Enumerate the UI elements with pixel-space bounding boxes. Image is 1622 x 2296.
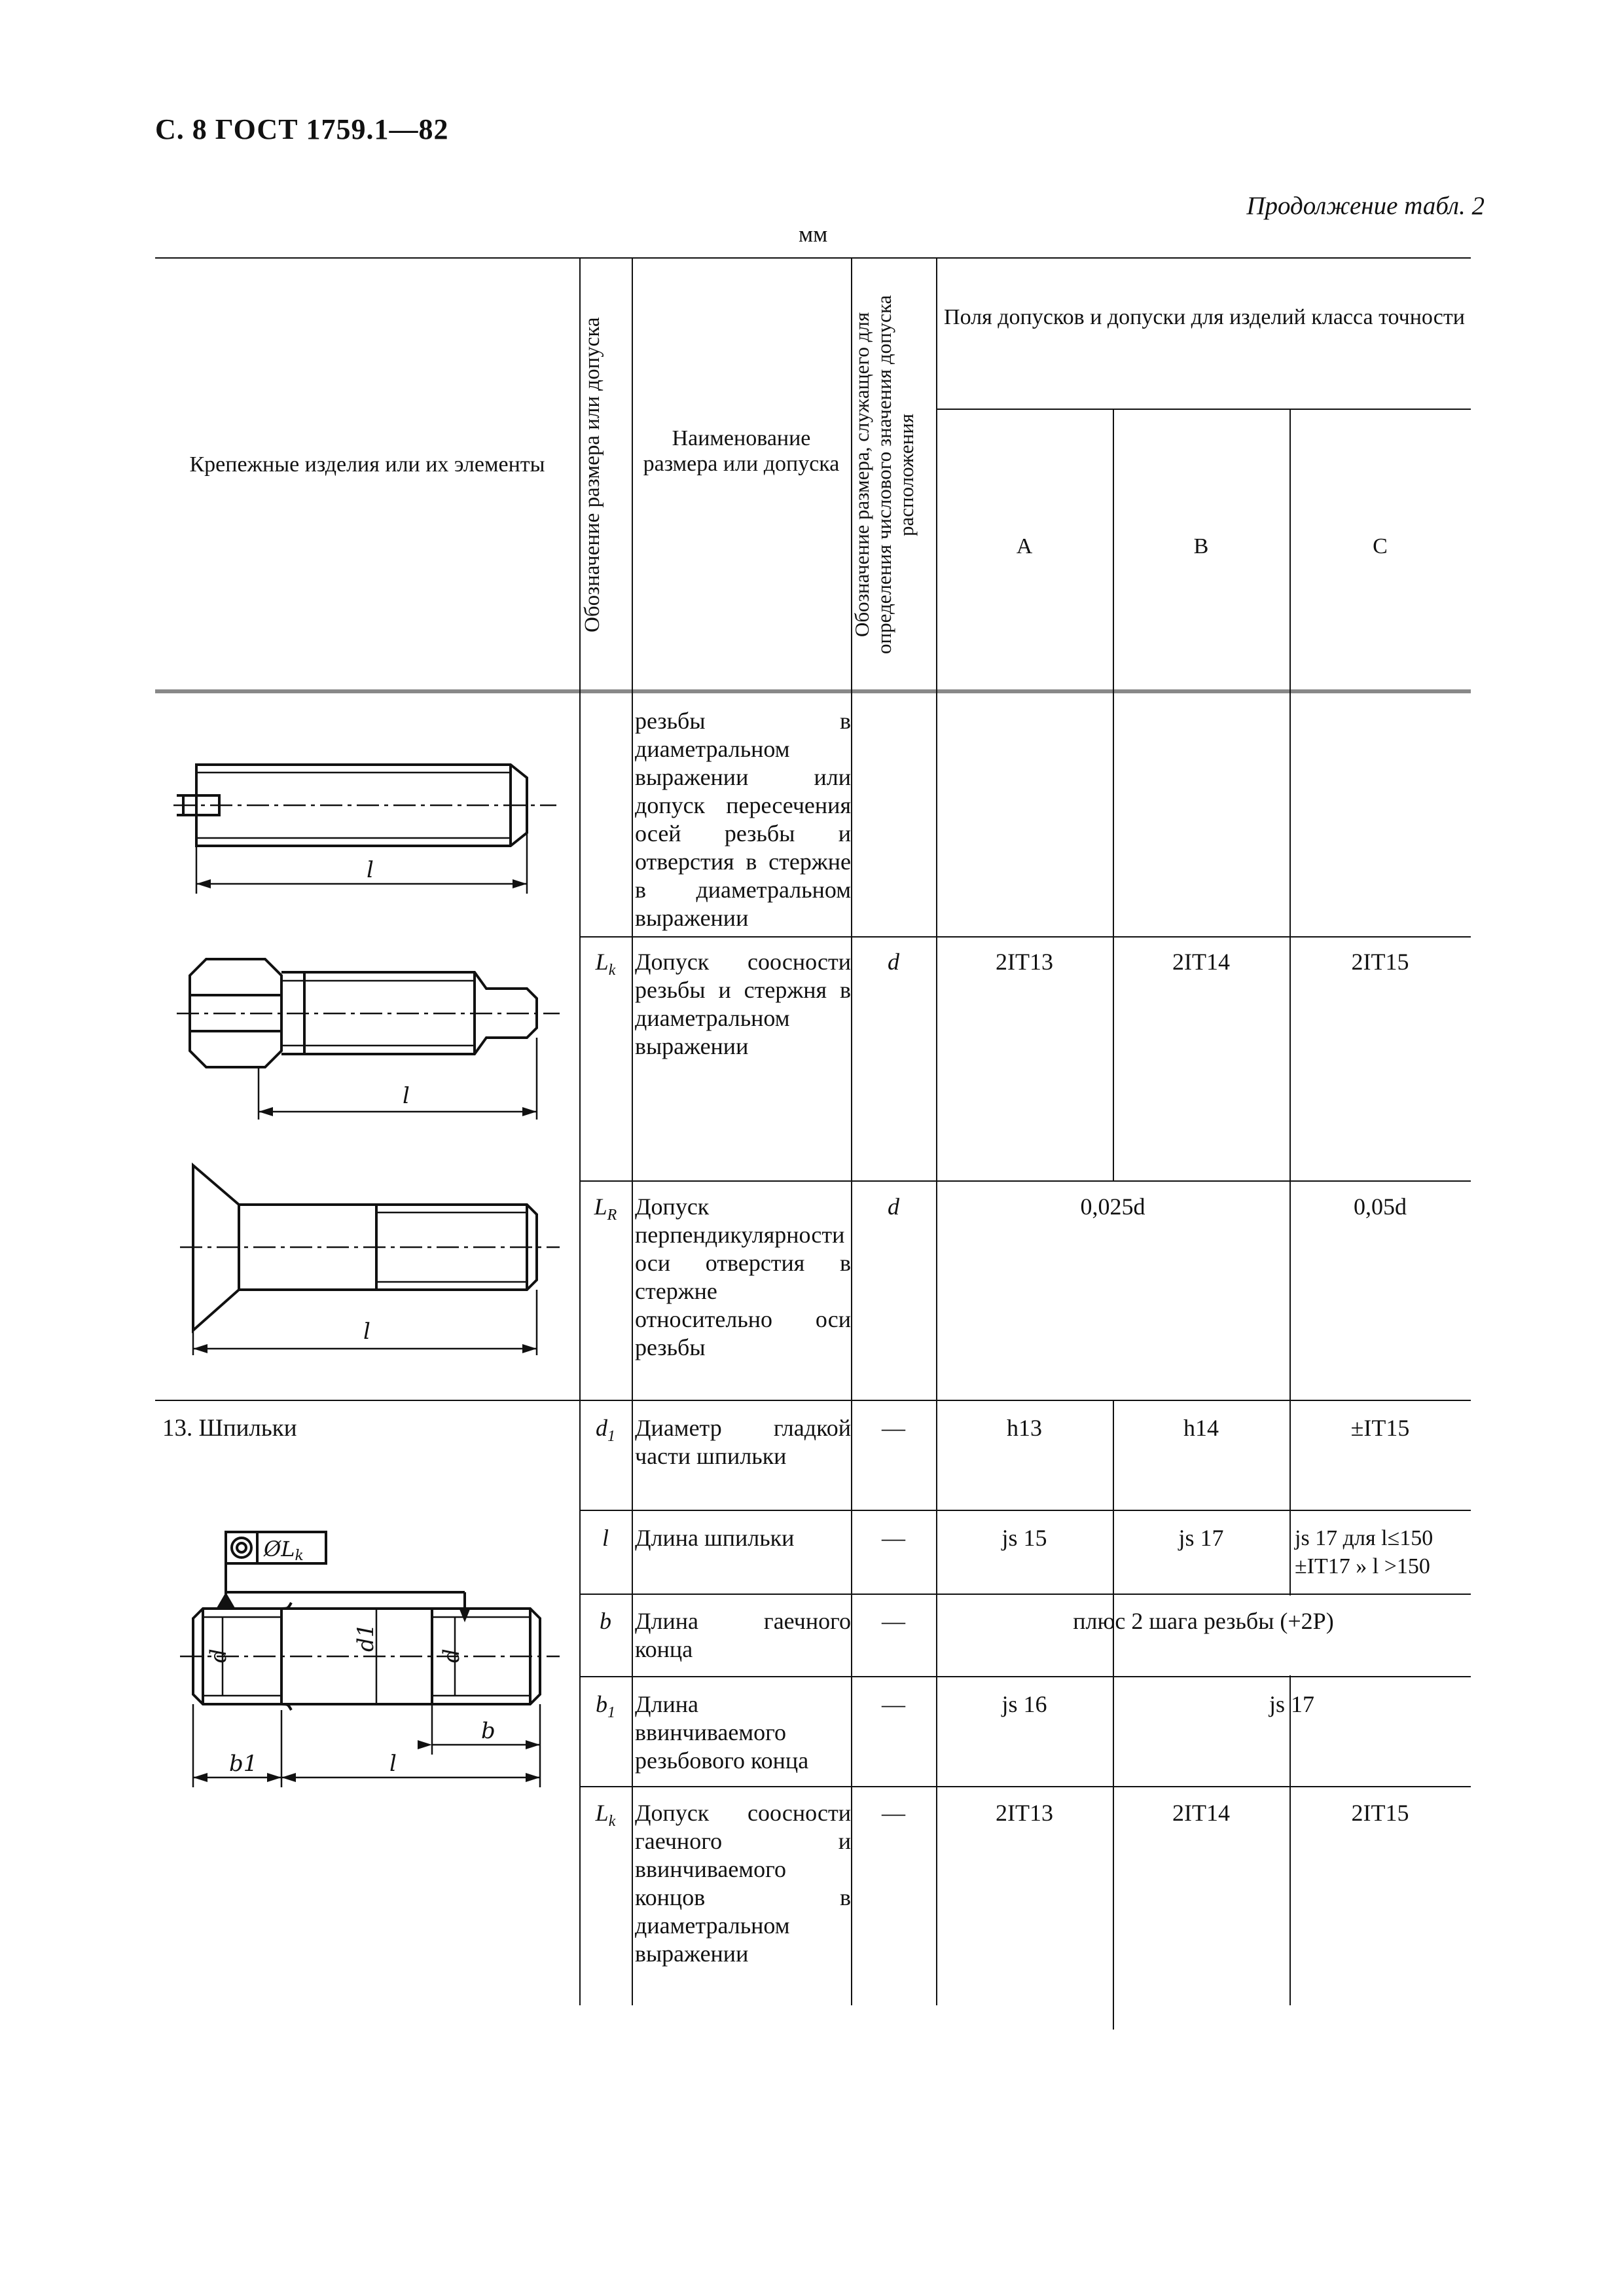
- row-base: —: [882, 1691, 905, 1717]
- dimension-label: d1: [353, 1623, 379, 1652]
- row-class-ab: 0,025d: [1080, 1194, 1145, 1220]
- row-symbol: l: [602, 1525, 609, 1551]
- dimension-label: l: [363, 1319, 370, 1345]
- row-class-c: js 17 для l≤150 ±IT17 » l >150: [1295, 1526, 1433, 1578]
- row-base: —: [882, 1415, 905, 1441]
- row-class-c: 0,05d: [1354, 1194, 1407, 1220]
- header-class-c: С: [1373, 534, 1388, 558]
- dimension-label: b: [481, 1718, 496, 1744]
- row-symbol: $d_1$: [596, 1415, 615, 1446]
- countersunk-screw-drawing: [173, 1159, 566, 1368]
- header-class-a: А: [1016, 534, 1033, 558]
- row-base: —: [882, 1608, 905, 1634]
- row-name: Допуск соосности резьбы и стержня в диаметральном выражении: [635, 949, 851, 1059]
- row-symbol: $L_k$: [595, 949, 616, 979]
- table-continuation-label: Продолжение табл. 2: [1246, 192, 1485, 220]
- row-base: d: [888, 949, 899, 975]
- row-class-b: js 17: [1178, 1525, 1224, 1551]
- row-base: —: [882, 1525, 905, 1551]
- header-base-size: Обозначение размера, служащего для определения числового значения допуска расположения: [850, 295, 918, 655]
- section-title: 13. Шпильки: [162, 1415, 297, 1442]
- row-class-c: 2IT15: [1351, 1800, 1409, 1826]
- row-class-a: js 15: [1001, 1525, 1047, 1551]
- row-class-b: h14: [1183, 1415, 1219, 1441]
- row-name: резьбы в диаметральном выражении или допуск пересечения осей резьбы и отверстия в стержне в диаметральном выражении: [635, 708, 851, 931]
- stud-drawing: [173, 1519, 566, 1794]
- row-name: Диаметр гладкой части шпильки: [635, 1415, 851, 1469]
- row-name: Длина гаечного конца: [635, 1608, 851, 1662]
- row-base: —: [882, 1800, 905, 1826]
- row-symbol: b: [600, 1608, 611, 1634]
- units-label: мм: [799, 221, 828, 247]
- row-base: d: [888, 1194, 899, 1220]
- row-class-c: 2IT15: [1351, 949, 1409, 975]
- row-class-b: 2IT14: [1172, 949, 1230, 975]
- row-class-a: 2IT13: [996, 949, 1053, 975]
- dimension-label: d: [439, 1649, 465, 1663]
- slotted-screw-drawing: [170, 746, 563, 903]
- stud-frame-label: ØLk: [264, 1537, 304, 1564]
- row-name: Допуск перпендикулярности оси отверстия в стержне относительно оси резьбы: [635, 1194, 851, 1360]
- row-class-a: js 16: [1001, 1691, 1047, 1717]
- row-name: Длина шпильки: [635, 1525, 795, 1551]
- row-name: Длина ввинчиваемого резьбового конца: [635, 1691, 809, 1774]
- header-name: Наименование размера или допуска: [643, 426, 840, 477]
- header-items: Крепежные изделия или их элементы: [189, 452, 545, 477]
- row-symbol: $b_1$: [596, 1691, 615, 1722]
- header-designation: Обозначение размера или допуска: [581, 317, 604, 632]
- page-reference: С. 8 ГОСТ 1759.1—82: [155, 113, 449, 145]
- row-class-c: ±IT15: [1350, 1415, 1410, 1441]
- row-name: Допуск соосности гаечного и ввинчиваемого концов в диаметральном выражении: [635, 1800, 851, 1967]
- hex-screw-drawing: [173, 943, 566, 1139]
- row-class-a: h13: [1007, 1415, 1042, 1441]
- row-symbol: $L_k$: [595, 1800, 616, 1831]
- row-class-a: 2IT13: [996, 1800, 1053, 1826]
- header-tolerances: Поля допусков и допуски для изделий класса точности: [944, 305, 1465, 329]
- row-class-b: 2IT14: [1172, 1800, 1230, 1826]
- row-class-bc: js 17: [1269, 1691, 1314, 1717]
- row-symbol: $L_R$: [594, 1194, 617, 1224]
- dimension-label: l: [389, 1751, 397, 1777]
- dimension-label: b1: [229, 1751, 258, 1777]
- dimension-label: l: [367, 857, 374, 883]
- header-class-b: В: [1193, 534, 1209, 558]
- dimension-label: d: [206, 1649, 232, 1663]
- row-class-abc: плюс 2 шага резьбы (+2P): [1073, 1608, 1334, 1634]
- dimension-label: l: [403, 1083, 410, 1109]
